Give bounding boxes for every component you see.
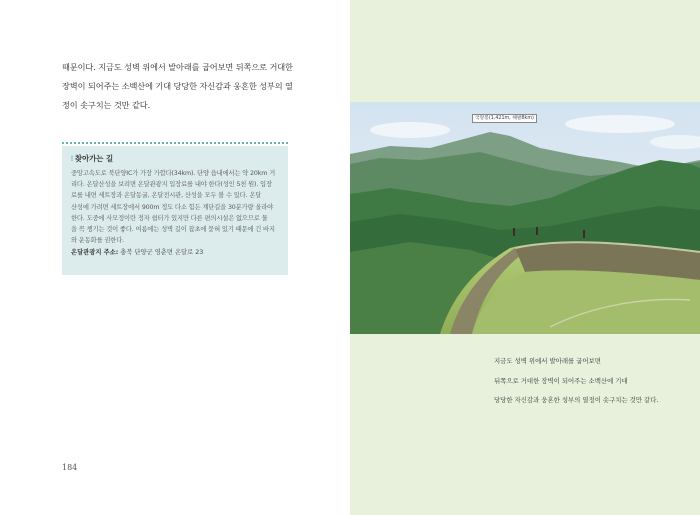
info-box-title (71, 153, 279, 164)
cloud (370, 122, 450, 138)
info-line-5: 한다. 도중에 사모정이란 정자 쉼터가 있지만 다른 편의시설은 없으므로 물 (71, 214, 268, 222)
body-line-1: 때문이다. 지금도 성벽 위에서 발아래를 굽어보면 뒤쪽으로 거대한 (62, 62, 293, 72)
cloud (565, 115, 675, 133)
body-line-3: 정이 솟구치는 것만 같다. (62, 100, 151, 110)
address-value: 충북 단양군 영춘면 온달로 23 (118, 249, 204, 257)
hiker (536, 227, 538, 235)
info-line-4: 산성에 가려면 세트장에서 900m 정도 다소 힘든 계단길을 30분가량 올라야 (71, 203, 274, 211)
page-number: 184 (62, 463, 78, 472)
hiker (513, 228, 515, 236)
photo-caption (494, 352, 684, 411)
body-line-2: 장벽이 되어주는 소백산에 기대 당당한 자신감과 웅혼한 성부의 열 (62, 81, 293, 91)
address-line (71, 247, 279, 258)
info-line-2: 리다. 온달산성을 보려면 온달관광지 입장료를 내야 한다(성인 5천 원). 입장 (71, 181, 272, 189)
caption-line-2: 뒤쪽으로 거대한 장벽이 되어주는 소백산에 기대 (494, 376, 628, 385)
directions-info-box (62, 146, 288, 275)
caption-line-1: 지금도 성벽 위에서 발아래를 굽어보면 (494, 357, 601, 365)
fortress-photo-illustration (350, 102, 700, 334)
caption-line-3: 당당한 자신감과 웅혼한 성부의 열정이 솟구치는 것만 같다. (494, 396, 659, 405)
info-box-divider (62, 142, 288, 144)
info-line-7: 와 운동화를 권한다. (71, 237, 125, 245)
bullet-icon: ⫶ (71, 154, 73, 163)
peak-label: 국망봉(1,421m, 해발8km) (472, 114, 537, 123)
body-paragraph (62, 58, 302, 115)
info-line-1: 중앙고속도로 북단양IC가 가장 가깝다(34km). 단양 읍내에서는 약 20km 거 (71, 170, 276, 177)
info-line-6: 을 꼭 챙기는 것이 좋다. 여름에는 성벽 길이 잡초에 묻혀 있기 때문에 긴 바지 (71, 226, 275, 234)
fortress-photo (350, 102, 700, 334)
info-box-title-text: 찾아가는 길 (74, 154, 114, 163)
info-line-3: 료를 내면 세트장과 온달동굴, 온달전시관, 산성을 모두 볼 수 있다. 온달 (71, 192, 262, 200)
address-label: 온달관광지 주소: (71, 249, 119, 257)
hiker (583, 230, 585, 238)
